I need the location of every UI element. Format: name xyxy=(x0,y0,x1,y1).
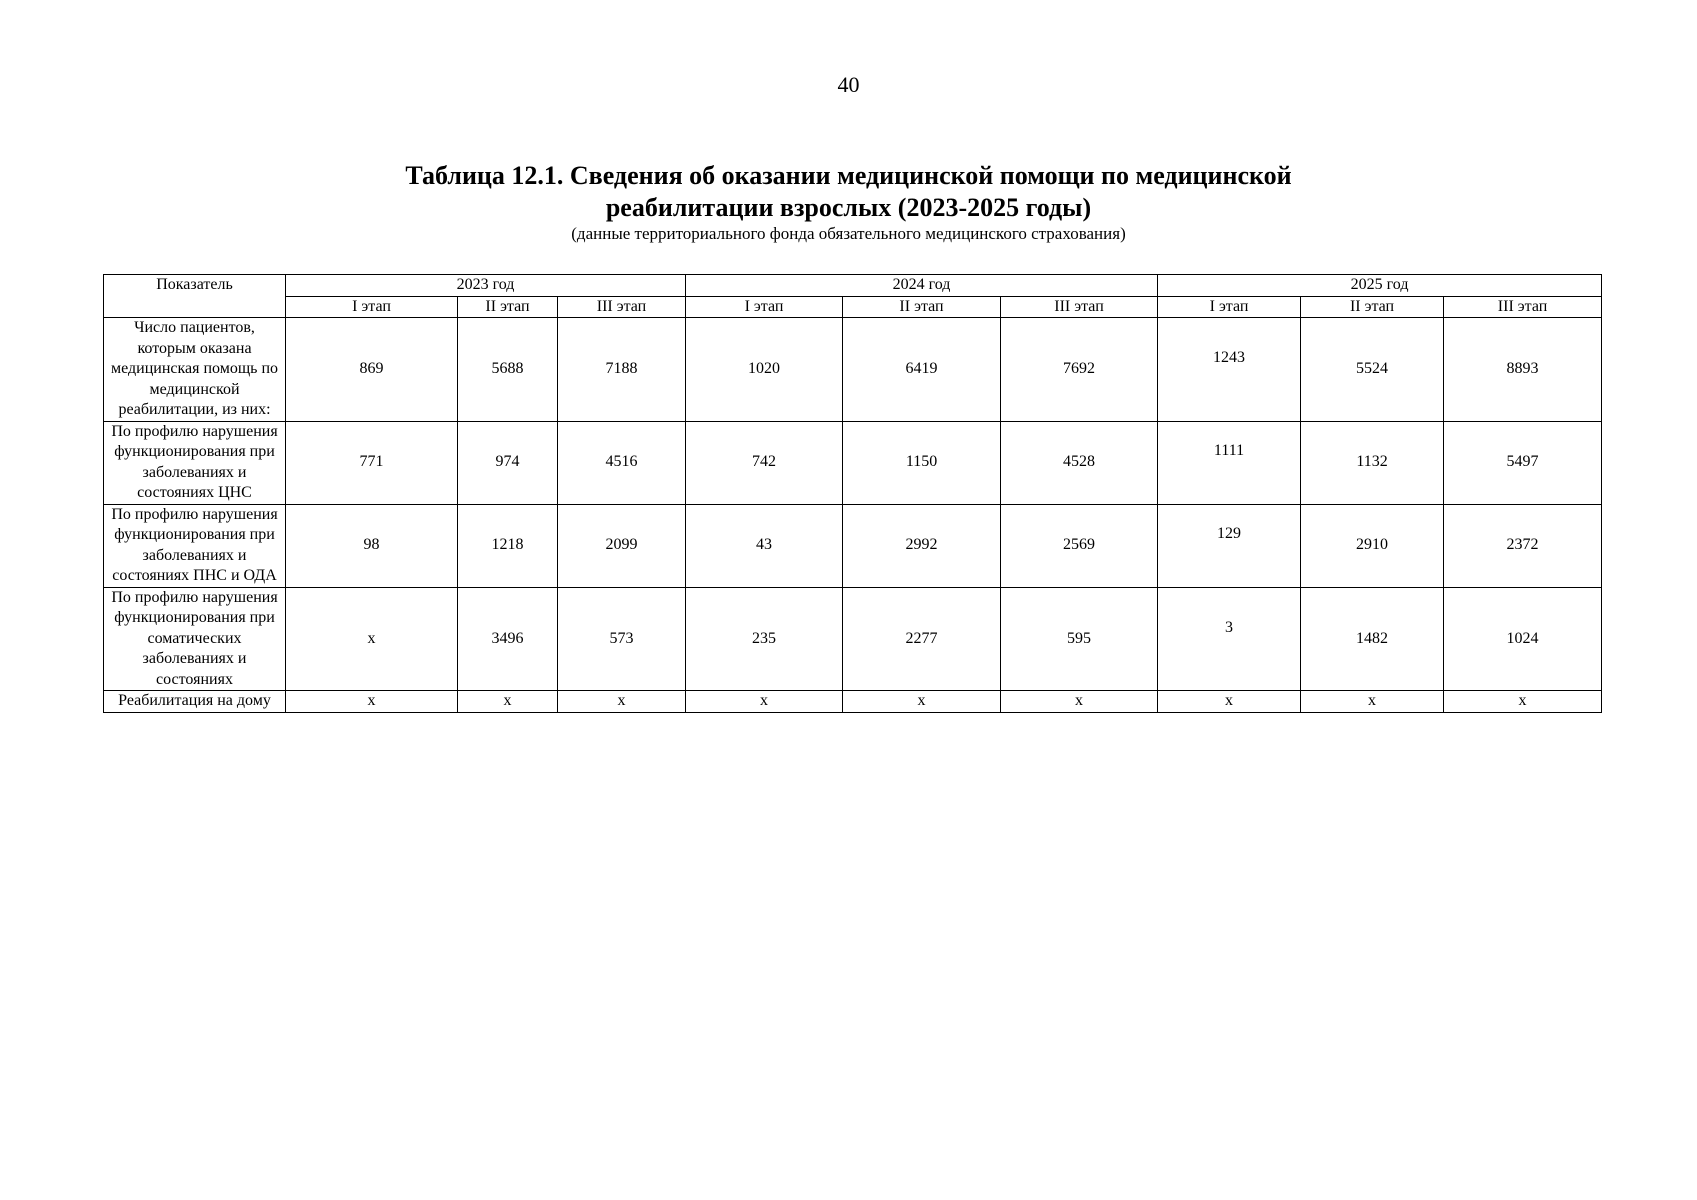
table-cell: 1482 xyxy=(1301,587,1444,691)
table-cell: 5688 xyxy=(458,318,558,422)
table-cell: 2372 xyxy=(1444,504,1602,587)
header-row-years xyxy=(104,275,1602,297)
table-cell: х xyxy=(1158,691,1301,713)
table-row xyxy=(104,691,1602,713)
row-label: По профилю нарушения функционирования при соматических заболеваниях и состояниях xyxy=(104,587,286,691)
table-cell: 129 xyxy=(1158,504,1301,587)
indicator-header: Показатель xyxy=(104,275,286,318)
page-subtitle: (данные территориального фонда обязательного медицинского страхования) xyxy=(571,224,1126,243)
table-cell: х xyxy=(686,691,843,713)
year-header-2024: 2024 год xyxy=(686,275,1158,297)
table-row xyxy=(104,587,1602,691)
table-cell: 2277 xyxy=(843,587,1001,691)
table-cell: 3496 xyxy=(458,587,558,691)
table-cell: 869 xyxy=(286,318,458,422)
stage-header: II этап xyxy=(1301,296,1444,318)
table-cell: 6419 xyxy=(843,318,1001,422)
table-cell: х xyxy=(1444,691,1602,713)
stage-header: I этап xyxy=(286,296,458,318)
table-cell: 2569 xyxy=(1001,504,1158,587)
header-row-stages xyxy=(104,296,1602,318)
table-cell: 1111 xyxy=(1158,421,1301,504)
table-cell: 742 xyxy=(686,421,843,504)
table-cell: 974 xyxy=(458,421,558,504)
table-cell: 2099 xyxy=(558,504,686,587)
stage-header: III этап xyxy=(1001,296,1158,318)
table-cell: 2992 xyxy=(843,504,1001,587)
stage-header: III этап xyxy=(558,296,686,318)
table-cell: 4528 xyxy=(1001,421,1158,504)
table-cell: х xyxy=(1301,691,1444,713)
table-cell: 1024 xyxy=(1444,587,1602,691)
table-row xyxy=(104,504,1602,587)
table-cell: 7188 xyxy=(558,318,686,422)
table-cell: 7692 xyxy=(1001,318,1158,422)
table-cell: 8893 xyxy=(1444,318,1602,422)
title-line-1: Таблица 12.1. Сведения об оказании медицинской помощи по медицинской xyxy=(405,161,1292,190)
table-cell: 98 xyxy=(286,504,458,587)
table-cell: 1243 xyxy=(1158,318,1301,422)
table-cell: х xyxy=(458,691,558,713)
year-header-2025: 2025 год xyxy=(1158,275,1602,297)
table-cell: 771 xyxy=(286,421,458,504)
table-cell: 595 xyxy=(1001,587,1158,691)
table-cell: 573 xyxy=(558,587,686,691)
table-cell: х xyxy=(286,587,458,691)
table-cell: 2910 xyxy=(1301,504,1444,587)
table-cell: 5524 xyxy=(1301,318,1444,422)
table-cell: 43 xyxy=(686,504,843,587)
stage-header: II этап xyxy=(843,296,1001,318)
table-cell: 1218 xyxy=(458,504,558,587)
table-cell: 235 xyxy=(686,587,843,691)
table-row xyxy=(104,318,1602,422)
row-label: Реабилитация на дому xyxy=(104,691,286,713)
row-label: Число пациентов, которым оказана медицинская помощь по медицинской реабилитации, из них: xyxy=(104,318,286,422)
table-cell: х xyxy=(1001,691,1158,713)
row-label: По профилю нарушения функционирования при заболеваниях и состояниях ПНС и ОДА xyxy=(104,504,286,587)
rehabilitation-table xyxy=(103,274,1602,713)
stage-header: II этап xyxy=(458,296,558,318)
stage-header: I этап xyxy=(1158,296,1301,318)
table-row xyxy=(104,421,1602,504)
table-cell: 3 xyxy=(1158,587,1301,691)
year-header-2023: 2023 год xyxy=(286,275,686,297)
page-number: 40 xyxy=(837,72,860,97)
title-line-2: реабилитации взрослых (2023-2025 годы) xyxy=(605,193,1092,222)
table-cell: 5497 xyxy=(1444,421,1602,504)
table-cell: 1020 xyxy=(686,318,843,422)
table-cell: 1132 xyxy=(1301,421,1444,504)
table-cell: 1150 xyxy=(843,421,1001,504)
table-cell: х xyxy=(558,691,686,713)
stage-header: I этап xyxy=(686,296,843,318)
page-title xyxy=(0,160,1697,224)
table-cell: х xyxy=(286,691,458,713)
stage-header: III этап xyxy=(1444,296,1602,318)
table-cell: х xyxy=(843,691,1001,713)
row-label: По профилю нарушения функционирования при заболеваниях и состояниях ЦНС xyxy=(104,421,286,504)
table-cell: 4516 xyxy=(558,421,686,504)
